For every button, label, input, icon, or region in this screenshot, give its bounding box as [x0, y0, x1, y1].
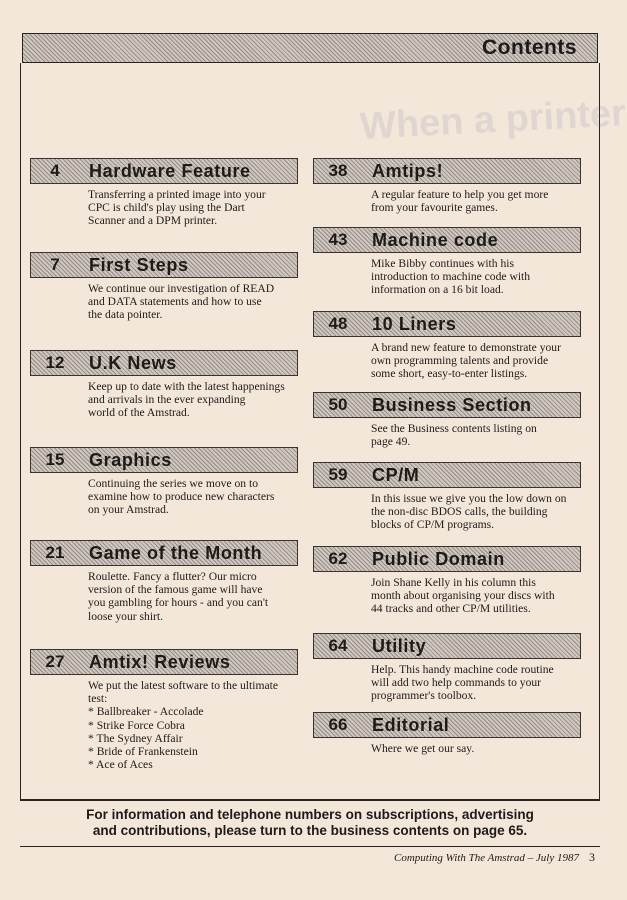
description-line: We put the latest software to the ultimate — [88, 679, 278, 692]
description-line: test: — [88, 692, 108, 706]
section-page-number: 7 — [50, 255, 60, 274]
section-title: CP/M — [372, 465, 420, 485]
section-amtix-reviews — [30, 649, 298, 771]
section-header-bar — [313, 392, 581, 418]
section-header-bar — [30, 447, 298, 473]
description-line: loose your shirt. — [88, 609, 164, 623]
section-description — [88, 380, 298, 420]
section-title: Amtips! — [372, 161, 444, 181]
section-page-number: 27 — [45, 652, 65, 671]
description-line: will add two help commands to your — [371, 676, 542, 690]
section-header-bar — [30, 158, 298, 184]
section-header-bar — [313, 633, 581, 659]
section-editorial — [313, 712, 581, 755]
section-description — [371, 663, 581, 703]
description-line: on your Amstrad. — [88, 503, 169, 517]
info-line-1: For information and telephone numbers on subscriptions, advertising — [86, 807, 534, 822]
description-line: Mike Bibby continues with his — [371, 257, 514, 270]
section-header-bar — [313, 311, 581, 337]
description-line: Scanner and a DPM printer. — [88, 214, 218, 228]
info-line-2: and contributions, please turn to the business contents on page 65. — [92, 823, 528, 838]
section-description — [371, 576, 581, 616]
description-line: * Ace of Aces — [88, 758, 153, 772]
description-line: * Strike Force Cobra — [88, 718, 185, 732]
description-line: CPC is child's play using the Dart — [88, 201, 245, 215]
section-header-bar — [313, 158, 581, 184]
section-header-bar — [313, 546, 581, 572]
section-graphics — [30, 447, 298, 517]
section-title: Amtix! Reviews — [89, 652, 231, 672]
description-line: some short, easy-to-enter listings. — [371, 367, 528, 381]
description-line: page 49. — [371, 435, 411, 449]
section-title: First Steps — [89, 255, 189, 275]
section-title: Business Section — [372, 395, 532, 415]
section-description — [371, 188, 581, 214]
section-header-bar — [30, 649, 298, 675]
description-line: A brand new feature to demonstrate your — [371, 341, 561, 354]
description-line: Keep up to date with the latest happenings — [88, 380, 285, 393]
section-u-k-news — [30, 350, 298, 420]
description-line: world of the Amstrad. — [88, 406, 190, 420]
footer-text: Computing With The Amstrad – July 1987 — [394, 852, 579, 864]
description-line: introduction to machine code with — [371, 270, 531, 284]
description-line: We continue our investigation of READ — [88, 282, 275, 295]
section-header-bar — [313, 712, 581, 738]
section-description — [88, 188, 298, 228]
section-page-number: 12 — [45, 353, 65, 372]
section-utility — [313, 633, 581, 703]
description-line: version of the famous game will have — [88, 583, 263, 597]
section-page-number: 59 — [328, 465, 348, 484]
section-title: Game of the Month — [89, 543, 263, 563]
page-footer — [394, 850, 595, 865]
section-page-number: 62 — [328, 549, 348, 568]
description-line: * The Sydney Affair — [88, 731, 183, 745]
description-line: and DATA statements and how to use — [88, 295, 262, 309]
description-line: * Ballbreaker - Accolade — [88, 705, 204, 719]
description-line: and arrivals in the ever expanding — [88, 393, 246, 407]
section-hardware-feature — [30, 158, 298, 228]
section-cp-m — [313, 462, 581, 532]
description-line: Join Shane Kelly in his column this — [371, 576, 536, 589]
section-title: Machine code — [372, 230, 499, 250]
section-page-number: 38 — [328, 161, 348, 180]
info-text — [20, 807, 600, 839]
description-line: A regular feature to help you get more — [371, 188, 549, 201]
section-title: Utility — [372, 636, 427, 656]
description-line: Transferring a printed image into your — [88, 188, 266, 201]
description-line: blocks of CP/M programs. — [371, 518, 495, 532]
section-description — [371, 257, 581, 297]
contents-header-bar — [22, 33, 598, 63]
description-line: Where we get our say. — [371, 742, 475, 755]
section-description — [371, 341, 581, 381]
description-line: In this issue we give you the low down on — [371, 492, 567, 505]
section-business-section — [313, 392, 581, 448]
info-box — [20, 799, 600, 847]
description-line: 44 tracks and other CP/M utilities. — [371, 602, 531, 616]
description-line: Roulette. Fancy a flutter? Our micro — [88, 570, 257, 583]
description-line: the data pointer. — [88, 308, 163, 322]
description-line: programmer's toolbox. — [371, 689, 477, 703]
section-page-number: 50 — [328, 395, 348, 414]
section-description — [371, 422, 581, 448]
page-title: Contents — [482, 36, 577, 59]
section-description — [88, 282, 298, 322]
section-header-bar — [313, 462, 581, 488]
section-machine-code — [313, 227, 581, 297]
section-page-number: 43 — [328, 230, 348, 249]
description-line: examine how to produce new characters — [88, 490, 275, 504]
section-title: 10 Liners — [372, 314, 457, 334]
section-header-bar — [30, 540, 298, 566]
section-title: Hardware Feature — [89, 161, 251, 181]
section-title: Public Domain — [372, 549, 505, 569]
description-line: See the Business contents listing on — [371, 422, 537, 435]
section-page-number: 48 — [328, 314, 348, 333]
section-page-number: 21 — [45, 543, 65, 562]
section-game-of-the-month — [30, 540, 298, 623]
section-description — [88, 570, 298, 623]
section-title: U.K News — [89, 353, 177, 373]
description-line: month about organising your discs with — [371, 589, 555, 603]
section-title: Editorial — [372, 715, 450, 735]
description-line: * Bride of Frankenstein — [88, 745, 198, 759]
section-public-domain — [313, 546, 581, 616]
section-header-bar — [313, 227, 581, 253]
section-header-bar — [30, 252, 298, 278]
page-number: 3 — [589, 850, 595, 864]
section-10-liners — [313, 311, 581, 381]
section-first-steps — [30, 252, 298, 322]
section-description — [371, 492, 581, 532]
section-description — [88, 679, 298, 771]
section-page-number: 64 — [328, 636, 348, 655]
description-line: own programming talents and provide — [371, 354, 549, 368]
section-amtips — [313, 158, 581, 214]
section-page-number: 66 — [328, 715, 348, 734]
description-line: Help. This handy machine code routine — [371, 663, 554, 676]
description-line: information on a 16 bit load. — [371, 283, 504, 297]
description-line: from your favourite games. — [371, 201, 498, 215]
section-page-number: 15 — [45, 450, 65, 469]
ghost-text: When a printer — [359, 92, 627, 148]
section-description — [88, 477, 298, 517]
description-line: you gambling for hours - and you can't — [88, 596, 269, 610]
description-line: Continuing the series we move on to — [88, 477, 259, 490]
section-title: Graphics — [89, 450, 172, 470]
section-header-bar — [30, 350, 298, 376]
description-line: the non-disc BDOS calls, the building — [371, 505, 548, 519]
section-page-number: 4 — [50, 161, 60, 180]
section-description — [371, 742, 581, 755]
